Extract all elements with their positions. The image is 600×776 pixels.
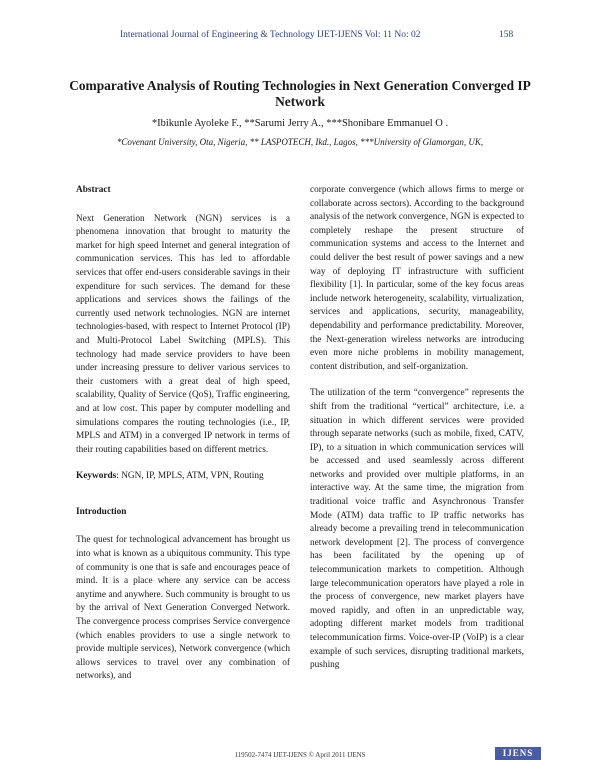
- keywords-text: : NGN, IP, MPLS, ATM, VPN, Routing: [116, 471, 264, 482]
- affiliations: *Covenant University, Ota, Nigeria, ** LASPOTECH, Ikd., Lagos, ***University of Glamorgan, UK,: [116, 137, 484, 147]
- right-paragraph-1: corporate convergence (which allows firms to merge or collaborate across sectors). According to the background analysis of the network convergence, NGN is expected to completely reshape the present structure of communication systems and access to the Internet and could deliver the best result of power savings and a new way of deploying IT infrastructure with sufficient flexibility [1]. In particular, some of the key focus areas include network heterogeneity, scalability, virtualization, services and applications, security, manageability, dependability and performance predictability. Moreover, the Next-generation wireless networks are introducing even more niche problems in mobility management, content distribution, and self-organization.: [310, 185, 524, 372]
- introduction-text: The quest for technological advancement has brought us into what is known as a ubiquitous community. This type of community is one that is safe and encourages peace of mind. It is a place where any service can be access anytime and anywhere. Such community is brought to us by the arrival of Next Generation Converged Network. The convergence process comprises Service convergence (which enables providers to use a single network to provide multiple services), Network convergence (which allows services to travel over any combination of networks), and: [76, 535, 290, 682]
- left-column: [76, 184, 290, 684]
- authors: *Ibikunle Ayoleke F., **Sarumi Jerry A., ***Shonibare Emmanuel O .: [151, 118, 449, 129]
- footer-text: 119502-7474 IJET-IJENS © April 2011 IJENS: [234, 751, 366, 759]
- right-paragraph-2: The utilization of the term “convergence” represents the shift from the traditional “vertical” architecture, i.e. a situation in which different services were provided through separate networks (such as mobile, fixed, CATV, IP), to a situation in which communication services will be accessed and used seamlessly across different networks and provided over multiple platforms, in an interactive way. At the same time, the migration from traditional voice traffic and Asynchronous Transfer Mode (ATM) data traffic to IP traffic networks has already become a prevailing trend in telecommunication network development [2]. The process of convergence has been facilitated by the opening up of telecommunication markets to competition. Although large telecommunication operators have played a role in the process of convergence, new market players have moved rapidly, and often in an unpredictable way, adopting different market models from traditional telecommunication firms. Voice-over-IP (VoIP) is a clear example of such services, disrupting traditional markets, pushing: [310, 388, 524, 671]
- introduction-heading: Introduction: [76, 506, 127, 517]
- page-number: 158: [499, 30, 514, 40]
- keywords-label: Keywords: [76, 471, 117, 482]
- abstract-heading: Abstract: [76, 185, 111, 195]
- right-column: [310, 184, 524, 673]
- journal-header: International Journal of Engineering & Technology IJET-IJENS Vol: 11 No: 02: [120, 30, 421, 40]
- abstract-text: Next Generation Network (NGN) services is a phenomena innovation that brought to maturity the market for high speed Internet and general integration of communication services. This has led to affordable services that offer end-users considerable savings in their expenditure for such services. The demand for these applications and services shows the failings of the currently used network technologies. NGN are internet technologies-based, with respect to Internet Protocol (IP) and Multi-Protocol Label Switching (MPLS). This technology had made service providers to have been under increasing pressure to deliver various services to their customers with a great deal of high speed, scalability, Quality of Service (QoS), Traffic engineering, and at low cost. This paper by computer modelling and simulations compares the routing technologies (i.e., IP, MPLS and ATM) in a converged IP network in terms of their routing capabilities based on different metrics.: [76, 213, 290, 455]
- paper-title: Comparative Analysis of Routing Technologies in Next Generation Converged IP Network: [69, 78, 531, 109]
- ijens-logo: IJENS: [495, 747, 541, 760]
- keywords: [76, 470, 290, 484]
